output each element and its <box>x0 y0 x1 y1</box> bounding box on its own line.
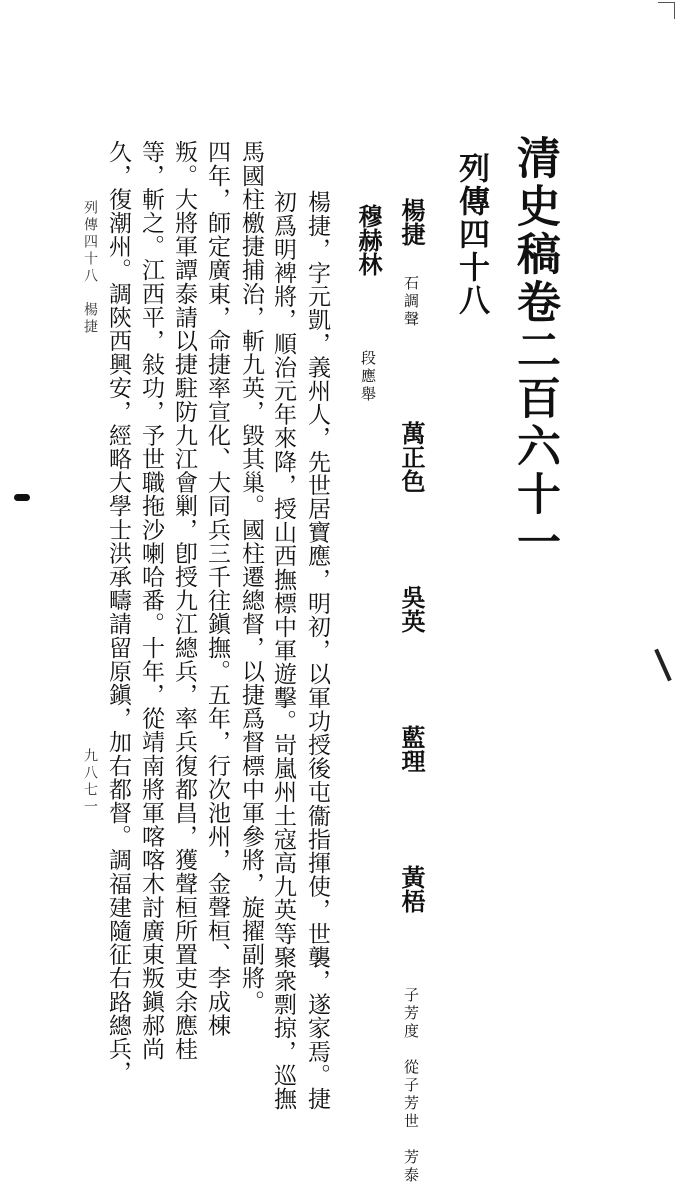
page-corner-mark <box>658 2 675 19</box>
name-lan-li: 藍理 <box>397 725 426 773</box>
biography-names-line-1 <box>395 198 427 1185</box>
name-wu-ying: 吳英 <box>397 585 426 633</box>
body-column-3: 馬國柱檄捷捕治，斬九英，毀其巢。國柱遷總督，以捷爲督標中軍參將，旋擢副將。 <box>238 140 264 1014</box>
body-column-2: 初爲明裨將，順治元年來降，授山西撫標中軍遊擊。岢嵐州土寇高九英等聚衆剽掠，巡撫 <box>270 190 296 1111</box>
name-huang-wu: 黃梧 <box>397 865 426 913</box>
running-head: 列傳四十八 楊捷 <box>82 200 98 336</box>
page-number: 九八七一 <box>82 748 98 816</box>
body-column-7: 久，復潮州。調陝西興安，經略大學士洪承疇請留原鎭，加右都督。調福建隨征右路總兵， <box>105 140 131 1084</box>
body-column-4: 四年，師定廣東，命捷率宣化、大同兵三千往鎭撫。五年，行次池州，金聲桓、李成棟 <box>204 140 230 1037</box>
appended-name-note: 段應舉 <box>359 350 377 404</box>
name-mu-helin: 穆赫林 <box>354 204 383 276</box>
book-title: 清史稿卷二百六十一 <box>509 135 560 567</box>
appended-name-note: 子芳度 從子芳世 芳泰 <box>402 987 420 1185</box>
scan-mark-dash <box>14 494 30 501</box>
scan-mark-slash <box>654 649 671 682</box>
name-yang-jie: 楊捷 <box>397 198 426 246</box>
name-wan-zhengse: 萬正色 <box>397 421 426 493</box>
biography-names-line-2 <box>352 204 384 404</box>
body-column-6: 等，斬之。江西平，敍功，予世職拖沙喇哈番。十年，從靖南將軍喀喀木討廣東叛鎭郝尚 <box>138 140 164 1061</box>
appended-name-note: 石調聲 <box>402 275 420 329</box>
body-column-1: 楊捷，字元凱，義州人，先世居寶應，明初，以軍功授後屯衞指揮使，世襲，遂家焉。捷 <box>304 190 330 1111</box>
chapter-title: 列傳四十八 <box>453 152 489 317</box>
body-column-5: 叛。大將軍譚泰請以捷駐防九江會剿，卽授九江總兵，率兵復都昌，獲聲桓所置吏余應桂 <box>171 140 197 1061</box>
